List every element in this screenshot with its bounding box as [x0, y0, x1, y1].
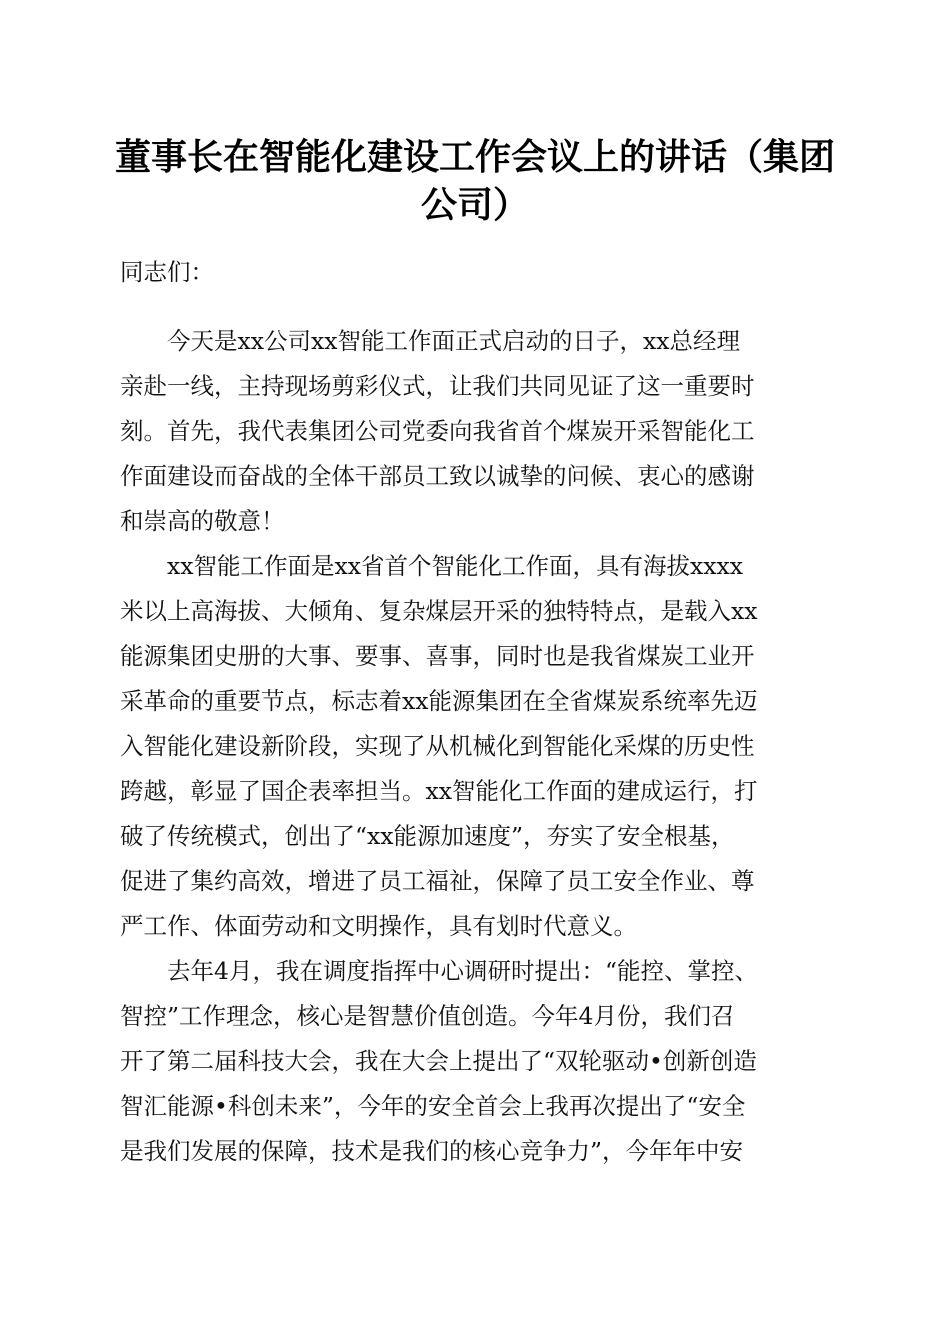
paragraph-2-line-1: xx智能工作面是xx省首个智能化工作面，具有海拔xxxx [120, 552, 744, 580]
paragraph-3-line-3: 开了第二届科技大会，我在大会上提出了“双轮驱动•创新创造 [120, 1047, 757, 1075]
paragraph-3-line-2: 智控”工作理念，核心是智慧价值创造。今年4月份，我们召 [120, 1002, 735, 1030]
salutation: 同志们： [120, 258, 214, 286]
paragraph-1-line-3: 刻。首先，我代表集团公司党委向我省首个煤炭开采智能化工 [120, 417, 755, 445]
paragraph-2-line-3: 能源集团史册的大事、要事、喜事，同时也是我省煤炭工业开 [120, 642, 755, 670]
document-title [110, 133, 840, 229]
paragraph-1-line-5: 和崇高的敬意！ [120, 507, 285, 535]
paragraph-3-line-1: 去年4月，我在调度指挥中心调研时提出：“能控、掌控、 [120, 957, 758, 985]
paragraph-2-line-6: 跨越，彰显了国企表率担当。xx智能化工作面的建成运行，打 [120, 777, 758, 805]
title-line-2: 公司） [420, 184, 529, 226]
paragraph-2-line-2: 米以上高海拔、大倾角、复杂煤层开采的独特特点，是载入xx [120, 597, 758, 625]
paragraph-1-line-4: 作面建设而奋战的全体干部员工致以诚挚的问候、衷心的感谢 [120, 462, 755, 490]
paragraph-2-line-9: 严工作、体面劳动和文明操作，具有划时代意义。 [120, 912, 637, 940]
paragraph-2-line-4: 采革命的重要节点，标志着xx能源集团在全省煤炭系统率先迈 [120, 687, 758, 715]
paragraph-1-line-1: 今天是xx公司xx智能工作面正式启动的日子，xx总经理 [120, 327, 741, 355]
paragraph-3-line-4: 智汇能源•科创未来”，今年的安全首会上我再次提出了“安全 [120, 1092, 746, 1120]
paragraph-2-line-7: 破了传统模式，创出了“xx能源加速度”，夯实了安全根基， [120, 822, 735, 850]
paragraph-3-line-5: 是我们发展的保障，技术是我们的核心竞争力”，今年年中安 [120, 1137, 744, 1165]
paragraph-1-line-2: 亲赴一线，主持现场剪彩仪式，让我们共同见证了这一重要时 [120, 372, 755, 400]
title-line-1: 董事长在智能化建设工作会议上的讲话（集团 [114, 136, 835, 178]
paragraph-2-line-8: 促进了集约高效，增进了员工福祉，保障了员工安全作业、尊 [120, 867, 755, 895]
paragraph-2-line-5: 入智能化建设新阶段，实现了从机械化到智能化采煤的历史性 [120, 732, 755, 760]
